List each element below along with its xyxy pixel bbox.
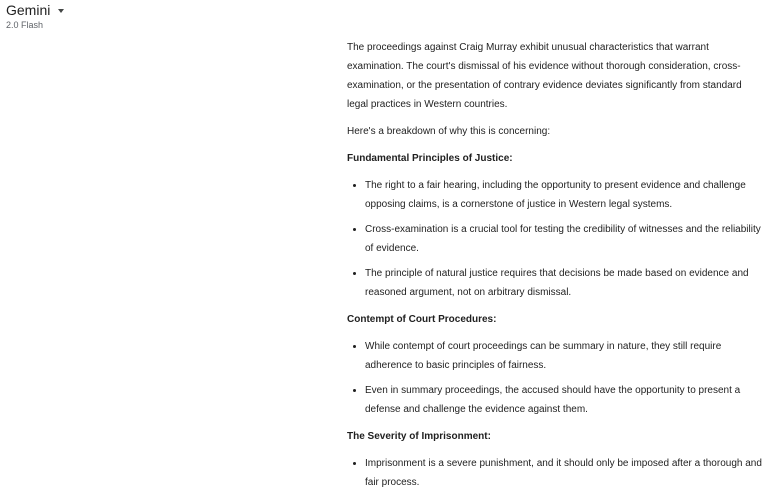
model-name[interactable]: Gemini <box>6 2 51 18</box>
bullet-list <box>347 176 763 302</box>
bullet-list <box>347 337 763 419</box>
section-justice <box>347 149 763 302</box>
section-imprisonment <box>347 427 763 492</box>
list-item: • Cross-examination is a crucial tool for testing the credibility of witnesses and the reliability of evidence. <box>365 220 763 258</box>
list-item: • Even in summary proceedings, the accused should have the opportunity to present a defense and challenge the evidence against them. <box>365 381 763 419</box>
response-intro: The proceedings against Craig Murray exhibit unusual characteristics that warrant examination. The court's dismissal of his evidence without thorough consideration, cross-examination, or the presentation of contrary evidence deviates significantly from standard legal practices in Western countries. <box>347 42 742 110</box>
model-selector[interactable] <box>6 2 64 18</box>
list-item: • The right to a fair hearing, including the opportunity to present evidence and challenge opposing claims, is a cornerstone of justice in Western legal systems. <box>365 176 763 214</box>
section-contempt <box>347 310 763 419</box>
list-item: • While contempt of court proceedings can be summary in nature, they still require adherence to basic principles of fairness. <box>365 337 763 375</box>
section-heading: Contempt of Court Procedures: <box>347 314 497 325</box>
model-version: 2.0 Flash <box>6 20 44 30</box>
top-bar <box>6 2 64 30</box>
section-heading: The Severity of Imprisonment: <box>347 431 491 442</box>
response-message <box>347 38 763 500</box>
bullet-list <box>347 454 763 492</box>
list-item: • Imprisonment is a severe punishment, and it should only be imposed after a thorough and fair process. <box>365 454 763 492</box>
list-item: • The principle of natural justice requires that decisions be made based on evidence and reasoned argument, not on arbitrary dismissal. <box>365 264 763 302</box>
caret-down-icon[interactable] <box>58 9 64 13</box>
section-heading: Fundamental Principles of Justice: <box>347 153 513 164</box>
response-lead: Here's a breakdown of why this is concerning: <box>347 126 551 137</box>
